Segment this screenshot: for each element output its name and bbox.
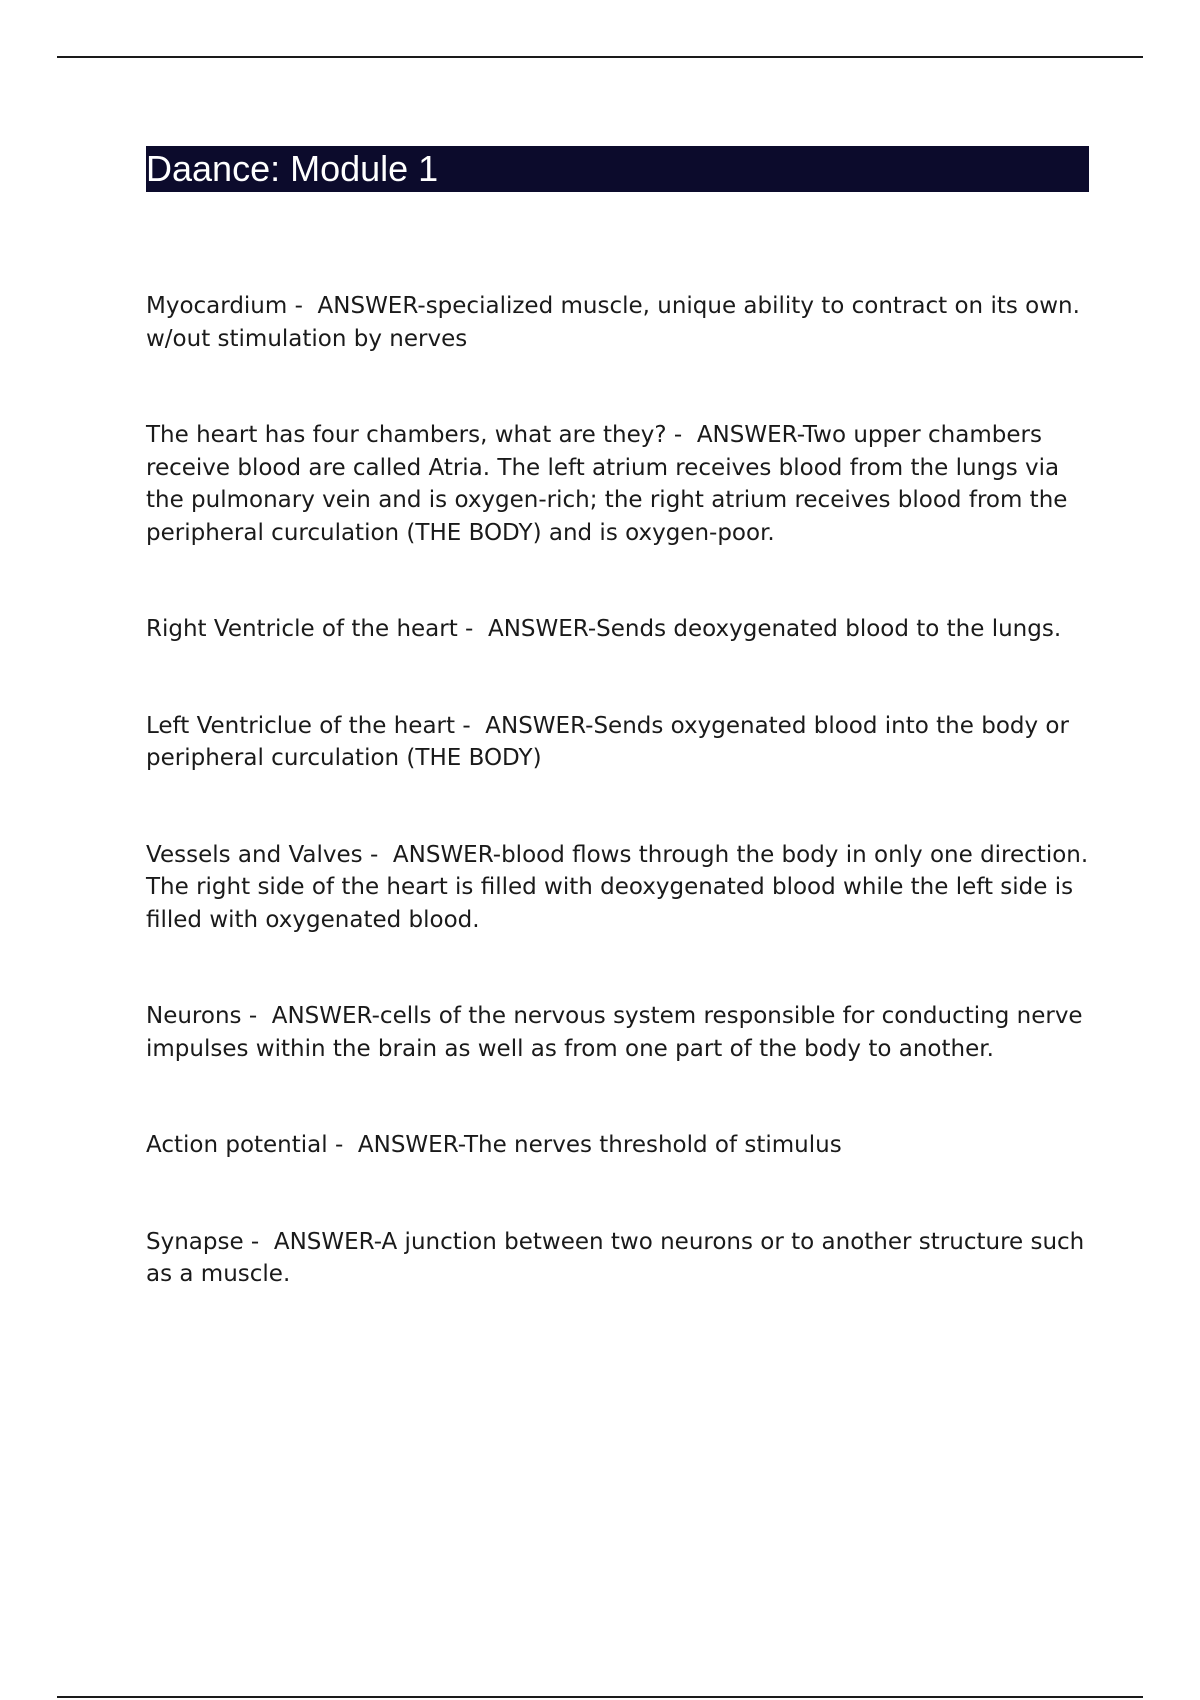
qa-item-right-ventricle bbox=[146, 613, 1096, 646]
qa-term: Synapse bbox=[146, 1228, 244, 1255]
answer-separator: - ANSWER- bbox=[327, 1132, 464, 1158]
qa-term: Vessels and Valves bbox=[146, 841, 363, 868]
qa-item-left-ventricle bbox=[146, 710, 1096, 775]
answer-separator: - ANSWER- bbox=[666, 422, 803, 448]
footer-rule bbox=[57, 1696, 1143, 1698]
qa-answer: The nerves threshold of stimulus bbox=[463, 1132, 842, 1158]
qa-term: Right Ventricle of the heart bbox=[146, 616, 458, 642]
qa-item-heart-chambers bbox=[146, 419, 1096, 549]
qa-item-vessels-valves bbox=[146, 839, 1096, 937]
answer-separator: - ANSWER- bbox=[457, 616, 597, 642]
qa-list bbox=[146, 290, 1096, 1291]
qa-item-myocardium bbox=[146, 290, 1096, 355]
answer-separator: - ANSWER- bbox=[362, 841, 502, 868]
answer-separator: - ANSWER- bbox=[241, 1003, 380, 1029]
qa-term: Left Ventriclue of the heart bbox=[146, 712, 456, 739]
qa-term: Myocardium bbox=[146, 293, 288, 319]
answer-separator: - ANSWER- bbox=[243, 1228, 382, 1255]
answer-separator: - ANSWER- bbox=[287, 293, 426, 319]
title-bar bbox=[146, 146, 1089, 192]
qa-answer: specialized muscle, unique ability to contract on its own. w/out stimulation by nerves bbox=[146, 293, 1088, 352]
qa-answer: blood flows through the body in only one direction. The right side of the heart is filled with deoxygenated blood while the left side is filled with oxygenated blood. bbox=[146, 841, 1096, 933]
qa-answer: Two upper chambers receive blood are called Atria. The left atrium receives blood from the lungs via the pulmonary vein and is oxygen-rich; the right atrium receives blood from the peripheral curculation (THE BODY) and is oxygen-poor. bbox=[146, 422, 1075, 546]
qa-answer: A junction between two neurons or to another structure such as a muscle. bbox=[146, 1228, 1092, 1287]
qa-item-neurons bbox=[146, 1000, 1096, 1065]
qa-term: The heart has four chambers, what are they? bbox=[146, 422, 667, 448]
qa-term: Neurons bbox=[146, 1003, 242, 1029]
qa-answer: Sends deoxygenated blood to the lungs. bbox=[596, 616, 1062, 642]
qa-answer: Sends oxygenated blood into the body or peripheral curculation (THE BODY) bbox=[146, 712, 1077, 771]
qa-term: Action potential bbox=[146, 1132, 328, 1158]
answer-separator: - ANSWER- bbox=[455, 712, 594, 739]
qa-item-synapse bbox=[146, 1226, 1096, 1291]
qa-item-action-potential bbox=[146, 1129, 1096, 1162]
document-title: Daance: Module 1 bbox=[146, 148, 439, 189]
header-rule bbox=[57, 56, 1143, 58]
qa-answer: cells of the nervous system responsible for conducting nerve impulses within the brain as well as from one part of the body to another. bbox=[146, 1003, 1090, 1062]
